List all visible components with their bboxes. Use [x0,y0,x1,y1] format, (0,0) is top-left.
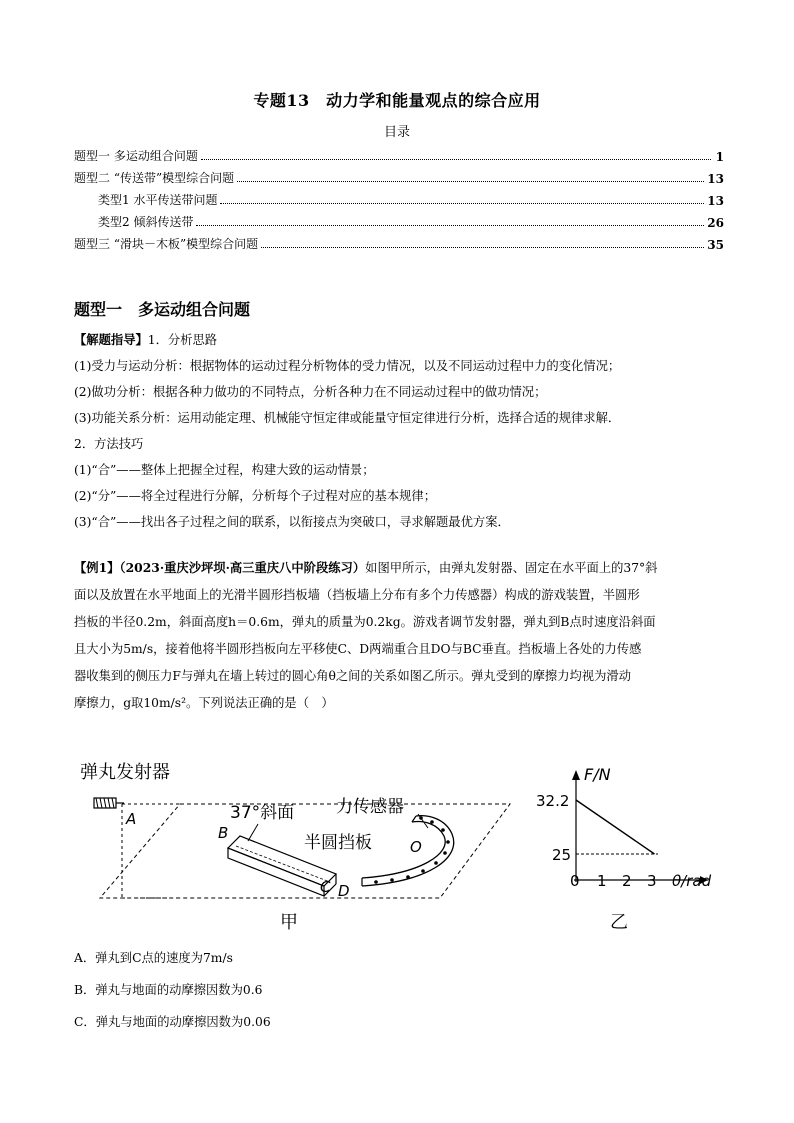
answer-options [74,948,271,1044]
toc-dot-leader [237,181,704,182]
toc-dot-leader [220,203,704,204]
x-axis-label: θ/rad [672,872,712,890]
toc-item-page: 26 [707,216,724,230]
toc-item-label: 题型三 “滑块－木板”模型综合问题 [74,237,259,251]
toc-item-type2-sub2[interactable] [74,208,724,230]
example-text: 如图甲所示，由弹丸发射器、固定在水平面上的37°斜 [365,561,658,575]
toc-dot-leader [196,225,704,226]
guide-text: 1．分析思路 [147,333,218,347]
page-title: 专题13 动力学和能量观点的综合应用 [253,91,541,110]
point-c-label: C [320,878,331,896]
point-b-label: B [218,824,229,842]
guide-line-1 [74,327,724,353]
example-problem [74,554,724,717]
point-o-label: O [410,838,422,856]
point-d-label: D [338,882,350,900]
guide-line-4: (3)功能关系分析：运用动能定理、机械能守恒定律或能量守恒定律进行分析，选择合适的规律求解． [74,411,621,425]
x-tick-1: 1 [597,872,607,890]
toc-item-label: 题型二 “传送带”模型综合问题 [74,171,235,185]
toc-dot-leader [261,247,704,248]
solution-guide [74,327,724,535]
y-tick-32-2: 32.2 [536,792,570,810]
figure [80,756,720,940]
x-tick-2: 2 [622,872,632,890]
table-of-contents [74,142,724,252]
toc-item-label: 类型1 水平传送带问题 [98,193,218,207]
guide-label: 【解题指导】 [74,332,148,347]
example-line-6: 摩擦力，g取10m/s²。下列说法正确的是（ ） [74,696,334,710]
series-line [576,800,655,854]
barrier-label: 半圆挡板 [304,833,372,853]
figure-svg [80,756,720,936]
example-line-3: 挡板的半径0.2m，斜面高度h＝0.6m，弹丸的质量为0.2kg。游戏者调节发射器，弹丸到B点时速度沿斜面 [74,615,656,629]
toc-dot-leader [201,159,711,160]
toc-item-page: 13 [707,194,724,208]
section-title: 题型一 多运动组合问题 [74,300,251,319]
y-tick-25: 25 [552,846,572,864]
example-line-5: 器收集到的侧压力F与弹丸在墙上转过的圆心角θ之间的关系如图乙所示。弹丸受到的摩擦力均视为滑动 [74,669,631,683]
guide-line-7: (2)“分”——将全过程进行分解，分析每个子过程对应的基本规律； [74,489,437,503]
figure-yi-caption: 乙 [610,912,628,933]
figure-jia [80,762,510,933]
x-tick-3: 3 [647,872,657,890]
option-c[interactable]: C．弹丸与地面的动摩擦因数为0.06 [74,1015,271,1029]
guide-line-3: (2)做功分析：根据各种力做功的不同特点，分析各种力在不同运动过程中的做功情况； [74,385,547,399]
x-tick-0: 0 [570,872,580,890]
example-line-4: 且大小为5m/s，接着他将半圆形挡板向左平移使C、D两端重合且DO与BC垂直。挡板墙上各处的力传感 [74,642,642,656]
toc-item-type3[interactable] [74,230,724,252]
toc-item-type2[interactable] [74,164,724,186]
sensor-label: 力传感器 [336,797,404,817]
figure-jia-caption: 甲 [280,912,298,933]
guide-line-2: (1)受力与运动分析：根据物体的运动过程分析物体的受力情况，以及不同运动过程中力的变化情况； [74,359,621,373]
toc-item-page: 1 [715,150,724,164]
point-a-label: A [126,810,137,828]
toc-item-label: 题型一 多运动组合问题 [74,149,198,163]
guide-line-8: (3)“合”——找出各子过程之间的联系，以衔接点为突破口，寻求解题最优方案． [74,515,510,529]
toc-heading: 目录 [383,125,410,140]
option-a[interactable]: A．弹丸到C点的速度为7m/s [74,951,233,965]
y-axis-arrow [572,770,580,780]
toc-item-page: 35 [707,238,724,252]
toc-item-label: 类型2 倾斜传送带 [98,215,194,229]
guide-line-6: (1)“合”——整体上把握全过程，构建大致的运动情景； [74,463,375,477]
option-b[interactable]: B．弹丸与地面的动摩擦因数为0.6 [74,983,263,997]
example-label: 【例1】（2023·重庆沙坪坝·高三重庆八中阶段练习） [74,560,366,575]
incline-label: 37°斜面 [230,803,295,823]
example-line-2: 面以及放置在水平地面上的光滑半圆形挡板墙（挡板墙上分布有多个力传感器）构成的游戏装置，半圆形 [74,588,640,602]
launcher-label: 弹丸发射器 [80,762,170,783]
example-line-1 [74,554,724,582]
figure-yi-chart [536,765,712,933]
guide-line-5: 2．方法技巧 [74,437,144,451]
launcher-spring-icon [94,798,124,808]
toc-item-type2-sub1[interactable] [74,186,724,208]
toc-item-page: 13 [707,172,724,186]
y-axis-label: F/N [584,765,611,784]
toc-item-type1[interactable] [74,142,724,164]
